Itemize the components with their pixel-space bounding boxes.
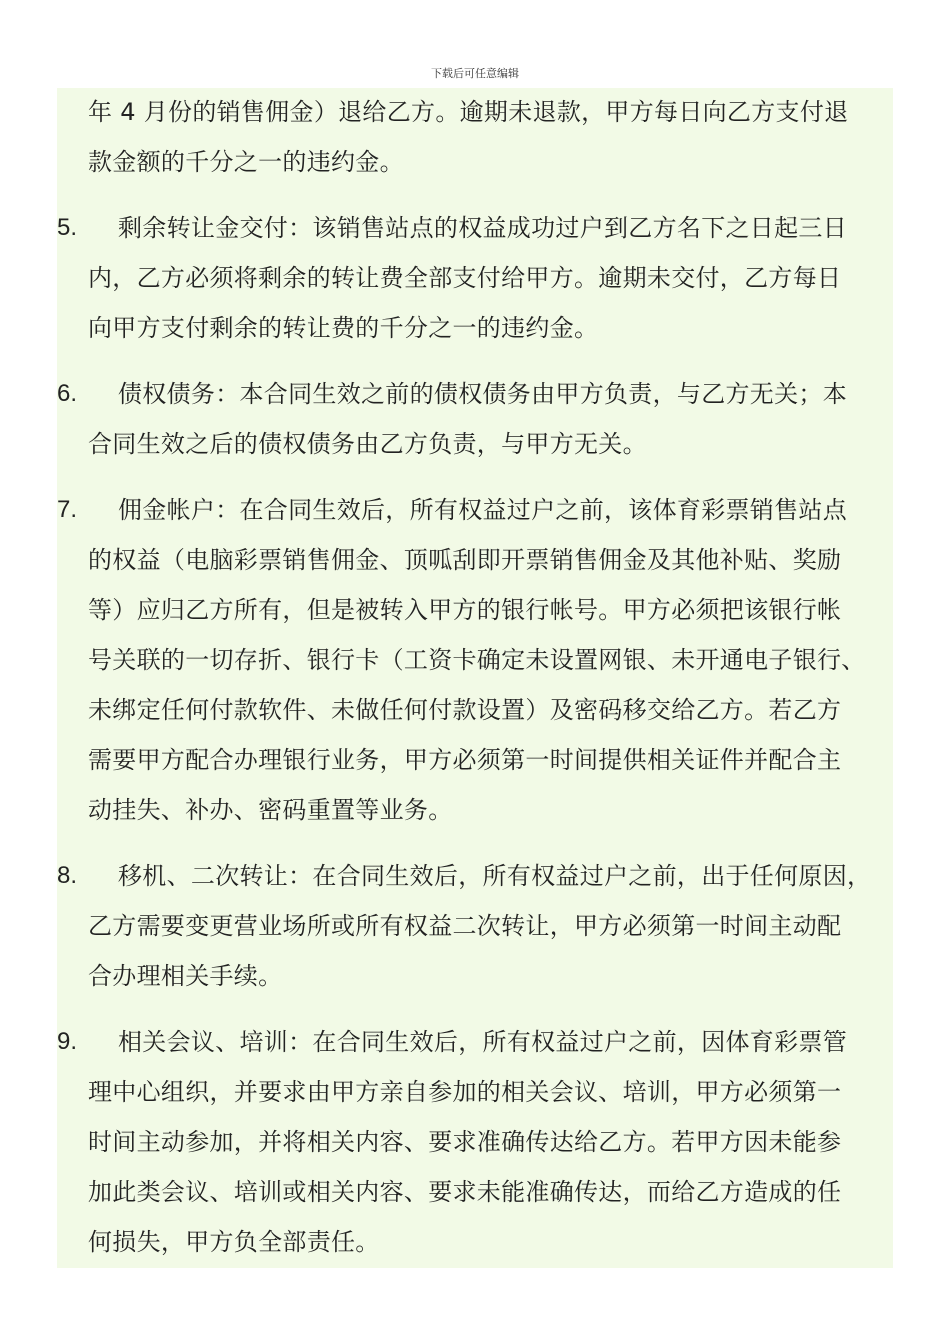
text-line: 时间主动参加，并将相关内容、要求准确传达给乙方。若甲方因未能参 (88, 1128, 842, 1156)
text-line: 相关会议、培训：在合同生效后，所有权益过户之前，因体育彩票管 (118, 1028, 847, 1056)
text-line: 合同生效之后的债权债务由乙方负责，与甲方无关。 (88, 430, 647, 458)
text-line: 需要甲方配合办理银行业务，甲方必须第一时间提供相关证件并配合主 (88, 746, 842, 774)
text-line: 移机、二次转让：在合同生效后，所有权益过户之前，出于任何原因， (118, 862, 872, 890)
text-line: 动挂失、补办、密码重置等业务。 (88, 796, 453, 824)
document-body (57, 88, 893, 1268)
text-line: 的权益（电脑彩票销售佣金、顶呱刮即开票销售佣金及其他补贴、奖励 (88, 546, 842, 574)
item-number: 9. (57, 1028, 78, 1055)
text-line: 向甲方支付剩余的转让费的千分之一的违约金。 (88, 314, 599, 342)
text-line: 内，乙方必须将剩余的转让费全部支付给甲方。逾期未交付，乙方每日 (88, 264, 842, 292)
text-line: 年 4 月份的销售佣金）退给乙方。逾期未退款，甲方每日向乙方支付退 (88, 98, 849, 126)
item-number: 7. (57, 496, 78, 523)
item-number: 5. (57, 214, 78, 241)
text-line: 何损失，甲方负全部责任。 (88, 1228, 380, 1256)
text-line: 加此类会议、培训或相关内容、要求未能准确传达，而给乙方造成的任 (88, 1178, 842, 1206)
text-line: 乙方需要变更营业场所或所有权益二次转让，甲方必须第一时间主动配 (88, 912, 842, 940)
item-number: 6. (57, 380, 78, 407)
text-line: 未绑定任何付款软件、未做任何付款设置）及密码移交给乙方。若乙方 (88, 696, 842, 724)
text-line: 佣金帐户：在合同生效后，所有权益过户之前，该体育彩票销售站点 (118, 496, 847, 524)
text-line: 等）应归乙方所有，但是被转入甲方的银行帐号。甲方必须把该银行帐 (88, 596, 842, 624)
text-line: 号关联的一切存折、银行卡（工资卡确定未设置网银、未开通电子银行、 (88, 646, 866, 674)
text-line: 剩余转让金交付：该销售站点的权益成功过户到乙方名下之日起三日 (118, 214, 847, 242)
text-line: 合办理相关手续。 (88, 962, 283, 990)
text-line: 款金额的千分之一的违约金。 (88, 148, 404, 176)
text-line: 理中心组织，并要求由甲方亲自参加的相关会议、培训，甲方必须第一 (88, 1078, 842, 1106)
text-line: 债权债务：本合同生效之前的债权债务由甲方负责，与乙方无关；本 (118, 380, 847, 408)
item-number: 8. (57, 862, 78, 889)
page-header: 下载后可任意编辑 (431, 67, 519, 80)
